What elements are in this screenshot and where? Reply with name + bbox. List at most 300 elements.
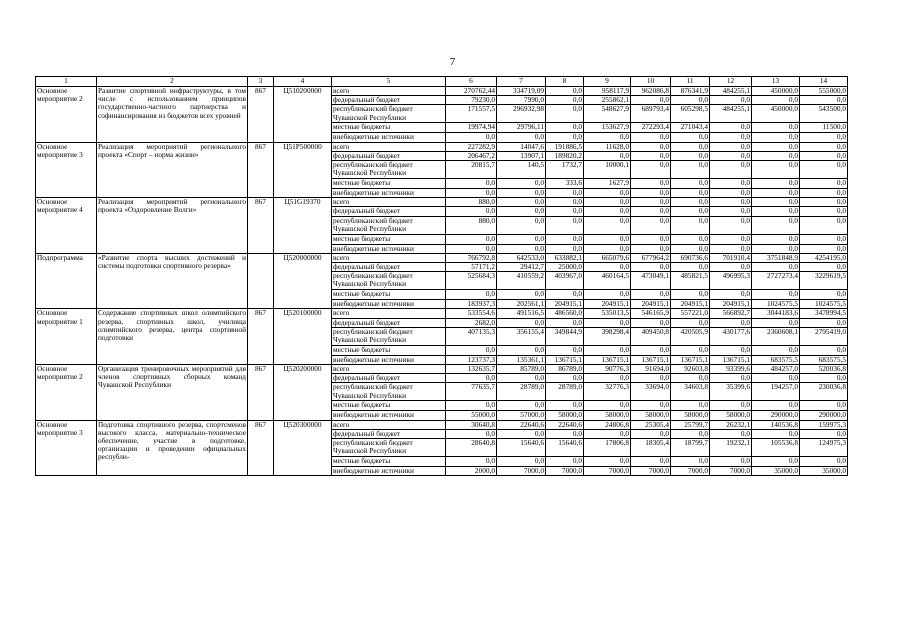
amount-cell: 0,0	[631, 189, 671, 198]
amount-cell: 0,0	[497, 179, 546, 189]
amount-cell: 0,0	[710, 263, 752, 272]
amount-cell: 0,0	[710, 374, 752, 383]
amount-cell: 0,0	[800, 207, 848, 216]
funding-source-label: внебюджетные источники	[332, 411, 446, 420]
amount-cell: 876341,9	[671, 87, 710, 96]
amount-cell: 0,0	[671, 374, 710, 383]
amount-cell: 0,0	[584, 234, 631, 244]
amount-cell: 0,0	[546, 189, 584, 198]
amount-cell: 0,0	[497, 374, 546, 383]
amount-cell: 962086,8	[631, 87, 671, 96]
amount-cell: 0,0	[710, 161, 752, 179]
amount-cell: 0,0	[497, 234, 546, 244]
amount-cell: 491516,5	[497, 309, 546, 318]
amount-cell: 533554,6	[446, 309, 497, 318]
amount-cell: 0,0	[752, 401, 800, 411]
budget-code-cell: Ц520200000	[274, 365, 332, 421]
amount-cell: 19974,94	[446, 123, 497, 133]
amount-cell: 0,0	[800, 96, 848, 105]
amount-cell: 58000,0	[631, 411, 671, 420]
table-row	[36, 420, 848, 429]
amount-cell: 0,0	[497, 429, 546, 438]
amount-cell: 0,0	[584, 401, 631, 411]
amount-cell: 2682,0	[446, 318, 497, 327]
funding-source-label: всего	[332, 309, 446, 318]
amount-cell: 204915,1	[710, 300, 752, 309]
amount-cell: 0,0	[752, 142, 800, 151]
amount-cell: 0,0	[671, 345, 710, 355]
amount-cell: 0,0	[800, 401, 848, 411]
amount-cell: 0,0	[546, 198, 584, 207]
amount-cell: 0,0	[710, 151, 752, 160]
funding-source-label: федеральный бюджет	[332, 263, 446, 272]
amount-cell: 0,0	[671, 457, 710, 467]
amount-cell: 0,0	[446, 207, 497, 216]
amount-cell: 0,0	[446, 374, 497, 383]
amount-cell: 0,0	[631, 234, 671, 244]
amount-cell: 4254195,0	[800, 253, 848, 262]
funding-source-label: всего	[332, 420, 446, 429]
amount-cell: 204915,1	[584, 300, 631, 309]
column-number-11: 11	[671, 77, 710, 87]
amount-cell: 15640,6	[546, 439, 584, 457]
amount-cell: 189820,2	[546, 151, 584, 160]
amount-cell: 0,0	[631, 133, 671, 142]
budget-code-cell: Ц520300000	[274, 420, 332, 476]
amount-cell: 11500,0	[800, 123, 848, 133]
amount-cell: 0,0	[671, 151, 710, 160]
amount-cell: 58000,0	[671, 411, 710, 420]
column-number-2: 2	[97, 77, 248, 87]
executor-code-cell	[248, 253, 274, 309]
amount-cell: 0,0	[710, 318, 752, 327]
amount-cell: 15640,6	[497, 439, 546, 457]
amount-cell: 0,0	[752, 457, 800, 467]
amount-cell: 2727273,4	[752, 272, 800, 290]
amount-cell: 0,0	[710, 345, 752, 355]
amount-cell: 398298,4	[584, 327, 631, 345]
amount-cell: 7000,0	[584, 467, 631, 476]
amount-cell: 485821,5	[671, 272, 710, 290]
column-number-9: 9	[584, 77, 631, 87]
amount-cell: 0,0	[752, 133, 800, 142]
amount-cell: 0,0	[546, 96, 584, 105]
amount-cell: 0,0	[631, 244, 671, 253]
amount-cell: 0,0	[800, 133, 848, 142]
amount-cell: 0,0	[752, 429, 800, 438]
column-number-7: 7	[497, 77, 546, 87]
amount-cell: 86789,0	[546, 365, 584, 374]
amount-cell: 7000,0	[631, 467, 671, 476]
amount-cell: 0,0	[671, 189, 710, 198]
amount-cell: 0,0	[446, 179, 497, 189]
funding-source-label: местные бюджеты	[332, 457, 446, 467]
amount-cell: 7990,0	[497, 96, 546, 105]
amount-cell: 0,0	[710, 198, 752, 207]
amount-cell: 159975,3	[800, 420, 848, 429]
amount-cell: 90776,3	[584, 365, 631, 374]
amount-cell: 880,0	[446, 198, 497, 207]
amount-cell: 1024575,5	[800, 300, 848, 309]
amount-cell: 0,0	[546, 216, 584, 234]
amount-cell: 701910,4	[710, 253, 752, 262]
column-number-1: 1	[36, 77, 97, 87]
amount-cell: 0,0	[584, 345, 631, 355]
amount-cell: 7000,0	[671, 467, 710, 476]
amount-cell: 0,0	[546, 207, 584, 216]
program-name-cell: Подготовка спортивного резерва, спортсменов высокого класса, материально-техническое обеспечение, участие в подготовке, организации и проведении официальных республи-	[97, 420, 248, 476]
amount-cell: 0,0	[710, 244, 752, 253]
amount-cell: 0,0	[800, 161, 848, 179]
amount-cell: 0,0	[752, 123, 800, 133]
budget-table	[35, 76, 848, 476]
amount-cell: 0,0	[497, 318, 546, 327]
amount-cell: 0,0	[631, 216, 671, 234]
amount-cell: 0,0	[752, 179, 800, 189]
amount-cell: 0,0	[752, 96, 800, 105]
program-name-cell: Реализация мероприятий регионального проекта «Оздоровление Волги»	[97, 198, 248, 254]
amount-cell: 0,0	[446, 429, 497, 438]
executor-code-cell: 867	[248, 365, 274, 421]
amount-cell: 0,0	[584, 263, 631, 272]
amount-cell: 0,0	[497, 244, 546, 253]
amount-cell: 0,0	[800, 429, 848, 438]
funding-source-label: республиканский бюджет Чувашской Республики	[332, 327, 446, 345]
amount-cell: 204915,1	[546, 300, 584, 309]
amount-cell: 0,0	[497, 345, 546, 355]
amount-cell: 0,0	[584, 151, 631, 160]
amount-cell: 0,0	[446, 133, 497, 142]
amount-cell: 20815,7	[446, 161, 497, 179]
amount-cell: 546165,9	[631, 309, 671, 318]
amount-cell: 0,0	[631, 263, 671, 272]
amount-cell: 766792,8	[446, 253, 497, 262]
amount-cell: 0,0	[446, 290, 497, 300]
amount-cell: 0,0	[752, 290, 800, 300]
column-number-5: 5	[332, 77, 446, 87]
amount-cell: 0,0	[631, 96, 671, 105]
amount-cell: 85789,0	[497, 365, 546, 374]
amount-cell: 93399,6	[710, 365, 752, 374]
amount-cell: 0,0	[752, 345, 800, 355]
amount-cell: 0,0	[631, 198, 671, 207]
amount-cell: 0,0	[752, 234, 800, 244]
amount-cell: 1024575,5	[752, 300, 800, 309]
amount-cell: 1732,7	[546, 161, 584, 179]
amount-cell: 14047,6	[497, 142, 546, 151]
amount-cell: 0,0	[584, 290, 631, 300]
funding-source-label: республиканский бюджет Чувашской Республики	[332, 383, 446, 401]
table-row	[36, 142, 848, 151]
amount-cell: 0,0	[752, 151, 800, 160]
amount-cell: 566892,7	[710, 309, 752, 318]
amount-cell: 230036,8	[800, 383, 848, 401]
amount-cell: 7000,0	[497, 467, 546, 476]
amount-cell: 18799,7	[671, 439, 710, 457]
amount-cell: 333,6	[546, 179, 584, 189]
funding-source-label: внебюджетные источники	[332, 355, 446, 364]
amount-cell: 35000,0	[752, 467, 800, 476]
amount-cell: 58000,0	[710, 411, 752, 420]
amount-cell: 0,0	[497, 207, 546, 216]
amount-cell: 270762,44	[446, 87, 497, 96]
amount-cell: 689793,4	[631, 105, 671, 123]
amount-cell: 17806,8	[584, 439, 631, 457]
amount-cell: 136715,1	[631, 355, 671, 364]
amount-cell: 0,0	[446, 234, 497, 244]
amount-cell: 0,0	[546, 429, 584, 438]
funding-source-label: республиканский бюджет Чувашской Республики	[332, 439, 446, 457]
amount-cell: 204915,1	[631, 300, 671, 309]
amount-cell: 0,0	[546, 374, 584, 383]
amount-cell: 153627,9	[584, 123, 631, 133]
amount-cell: 0,0	[584, 207, 631, 216]
amount-cell: 0,0	[671, 318, 710, 327]
program-type-cell: Основное мероприятие 4	[36, 198, 97, 254]
amount-cell: 2000,0	[446, 467, 497, 476]
amount-cell: 132635,7	[446, 365, 497, 374]
amount-cell: 7000,0	[710, 467, 752, 476]
amount-cell: 0,0	[546, 133, 584, 142]
amount-cell: 3478994,5	[800, 309, 848, 318]
amount-cell: 0,0	[752, 263, 800, 272]
table-row	[36, 365, 848, 374]
amount-cell: 403967,0	[546, 272, 584, 290]
amount-cell: 0,0	[671, 234, 710, 244]
amount-cell: 58000,0	[584, 411, 631, 420]
amount-cell: 0,0	[710, 96, 752, 105]
amount-cell: 0,0	[800, 374, 848, 383]
amount-cell: 0,0	[446, 244, 497, 253]
amount-cell: 605298,5	[671, 105, 710, 123]
amount-cell: 28640,8	[446, 439, 497, 457]
amount-cell: 557221,0	[671, 309, 710, 318]
budget-code-cell: Ц520100000	[274, 309, 332, 365]
amount-cell: 496995,3	[710, 272, 752, 290]
amount-cell: 290000,0	[752, 411, 800, 420]
amount-cell: 548627,9	[584, 105, 631, 123]
amount-cell: 0,0	[584, 457, 631, 467]
amount-cell: 296932,98	[497, 105, 546, 123]
amount-cell: 11628,0	[584, 142, 631, 151]
amount-cell: 24806,8	[584, 420, 631, 429]
amount-cell: 0,0	[710, 207, 752, 216]
amount-cell: 958117,9	[584, 87, 631, 96]
funding-source-label: местные бюджеты	[332, 345, 446, 355]
amount-cell: 3229619,5	[800, 272, 848, 290]
program-type-cell: Основное мероприятие 3	[36, 420, 97, 476]
amount-cell: 91694,0	[631, 365, 671, 374]
amount-cell: 0,0	[671, 161, 710, 179]
amount-cell: 22640,6	[546, 420, 584, 429]
amount-cell: 10000,1	[584, 161, 631, 179]
program-name-cell: Содержание спортивных школ олимпийского резерва, спортивных школ, училища олимпийского резерва, центра спортивной подготовки	[97, 309, 248, 365]
amount-cell: 356155,4	[497, 327, 546, 345]
amount-cell: 35000,0	[800, 467, 848, 476]
program-name-cell: Развитие спортивной инфраструктуры, в том числе с использованием принципов государственно-частного партнерства и софинансирования из бюджетов всех уровней	[97, 87, 248, 143]
amount-cell: 0,0	[671, 290, 710, 300]
amount-cell: 55000,0	[446, 411, 497, 420]
amount-cell: 171557,5	[446, 105, 497, 123]
amount-cell: 290000,0	[800, 411, 848, 420]
column-number-row	[36, 77, 848, 87]
amount-cell: 123737,3	[446, 355, 497, 364]
amount-cell: 0,0	[800, 318, 848, 327]
amount-cell: 0,0	[671, 179, 710, 189]
amount-cell: 0,0	[497, 401, 546, 411]
amount-cell: 0,0	[446, 345, 497, 355]
amount-cell: 880,0	[446, 216, 497, 234]
amount-cell: 194257,0	[752, 383, 800, 401]
amount-cell: 0,0	[584, 198, 631, 207]
amount-cell: 0,0	[671, 401, 710, 411]
amount-cell: 140536,8	[752, 420, 800, 429]
table-row	[36, 309, 848, 318]
amount-cell: 0,0	[631, 318, 671, 327]
amount-cell: 0,0	[800, 234, 848, 244]
amount-cell: 0,0	[710, 429, 752, 438]
funding-source-label: федеральный бюджет	[332, 318, 446, 327]
amount-cell: 35399,6	[710, 383, 752, 401]
program-type-cell: Подпрограмма	[36, 253, 97, 309]
amount-cell: 0,0	[710, 179, 752, 189]
amount-cell: 0,0	[710, 457, 752, 467]
amount-cell: 77635,7	[446, 383, 497, 401]
amount-cell: 0,0	[800, 142, 848, 151]
amount-cell: 183937,3	[446, 300, 497, 309]
amount-cell: 0,0	[497, 198, 546, 207]
amount-cell: 22640,6	[497, 420, 546, 429]
column-number-14: 14	[800, 77, 848, 87]
amount-cell: 430177,6	[710, 327, 752, 345]
amount-cell: 0,0	[631, 429, 671, 438]
amount-cell: 0,0	[710, 142, 752, 151]
amount-cell: 0,0	[631, 151, 671, 160]
amount-cell: 19232,1	[710, 439, 752, 457]
amount-cell: 0,0	[446, 457, 497, 467]
budget-code-cell: Ц510200000	[274, 87, 332, 143]
amount-cell: 690736,6	[671, 253, 710, 262]
amount-cell: 18305,4	[631, 439, 671, 457]
funding-source-label: местные бюджеты	[332, 179, 446, 189]
amount-cell: 420505,9	[671, 327, 710, 345]
amount-cell: 28789,0	[546, 383, 584, 401]
funding-source-label: федеральный бюджет	[332, 207, 446, 216]
amount-cell: 0,0	[800, 290, 848, 300]
amount-cell: 136715,1	[584, 355, 631, 364]
amount-cell: 450000,0	[752, 87, 800, 96]
executor-code-cell: 867	[248, 420, 274, 476]
amount-cell: 486560,0	[546, 309, 584, 318]
executor-code-cell: 867	[248, 198, 274, 254]
amount-cell: 0,0	[497, 133, 546, 142]
amount-cell: 450000,0	[752, 105, 800, 123]
column-number-10: 10	[631, 77, 671, 87]
column-number-4: 4	[274, 77, 332, 87]
amount-cell: 0,0	[546, 345, 584, 355]
funding-source-label: всего	[332, 142, 446, 151]
amount-cell: 0,0	[546, 318, 584, 327]
amount-cell: 0,0	[800, 244, 848, 253]
table-row	[36, 87, 848, 96]
amount-cell: 206467,2	[446, 151, 497, 160]
amount-cell: 0,0	[710, 123, 752, 133]
amount-cell: 334719,09	[497, 87, 546, 96]
amount-cell: 0,0	[631, 161, 671, 179]
amount-cell: 202561,1	[497, 300, 546, 309]
funding-source-label: внебюджетные источники	[332, 133, 446, 142]
amount-cell: 0,0	[546, 87, 584, 96]
funding-source-label: внебюджетные источники	[332, 300, 446, 309]
amount-cell: 0,0	[446, 401, 497, 411]
amount-cell: 136715,1	[671, 355, 710, 364]
amount-cell: 0,0	[752, 198, 800, 207]
amount-cell: 0,0	[752, 161, 800, 179]
amount-cell: 2795419,0	[800, 327, 848, 345]
program-name-cell: Организация тренировочных мероприятий для членов спортивных сборных команд Чувашской Республики	[97, 365, 248, 421]
amount-cell: 25305,4	[631, 420, 671, 429]
amount-cell: 520036,8	[800, 365, 848, 374]
funding-source-label: внебюджетные источники	[332, 467, 446, 476]
funding-source-label: внебюджетные источники	[332, 244, 446, 253]
funding-source-label: федеральный бюджет	[332, 151, 446, 160]
amount-cell: 0,0	[497, 216, 546, 234]
amount-cell: 0,0	[584, 244, 631, 253]
amount-cell: 0,0	[671, 216, 710, 234]
budget-code-cell: Ц520000000	[274, 253, 332, 309]
amount-cell: 473049,1	[631, 272, 671, 290]
amount-cell: 0,0	[800, 457, 848, 467]
amount-cell: 34603,8	[671, 383, 710, 401]
amount-cell: 3044183,6	[752, 309, 800, 318]
amount-cell: 58000,0	[546, 411, 584, 420]
amount-cell: 683575,5	[800, 355, 848, 364]
funding-source-label: всего	[332, 198, 446, 207]
funding-source-label: всего	[332, 253, 446, 262]
funding-source-label: республиканский бюджет Чувашской Республики	[332, 216, 446, 234]
amount-cell: 0,0	[752, 244, 800, 253]
amount-cell: 665079,6	[584, 253, 631, 262]
amount-cell: 0,0	[752, 216, 800, 234]
amount-cell: 271043,4	[671, 123, 710, 133]
amount-cell: 0,0	[710, 133, 752, 142]
amount-cell: 543500,0	[800, 105, 848, 123]
amount-cell: 92603,8	[671, 365, 710, 374]
funding-source-label: федеральный бюджет	[332, 96, 446, 105]
amount-cell: 227282,9	[446, 142, 497, 151]
amount-cell: 26232,1	[710, 420, 752, 429]
amount-cell: 410559,2	[497, 272, 546, 290]
amount-cell: 204915,1	[671, 300, 710, 309]
amount-cell: 0,0	[446, 189, 497, 198]
budget-code-cell: Ц51P500000	[274, 142, 332, 198]
amount-cell: 0,0	[546, 105, 584, 123]
amount-cell: 105536,8	[752, 439, 800, 457]
funding-source-label: республиканский бюджет Чувашской Республики	[332, 272, 446, 290]
budget-code-cell: Ц51G19370	[274, 198, 332, 254]
amount-cell: 29412,7	[497, 263, 546, 272]
amount-cell: 683575,5	[752, 355, 800, 364]
program-type-cell: Основное мероприятие 2	[36, 365, 97, 421]
amount-cell: 191886,5	[546, 142, 584, 151]
amount-cell: 0,0	[584, 429, 631, 438]
column-number-6: 6	[446, 77, 497, 87]
amount-cell: 124975,3	[800, 439, 848, 457]
amount-cell: 0,0	[710, 189, 752, 198]
amount-cell: 0,0	[631, 142, 671, 151]
funding-source-label: федеральный бюджет	[332, 374, 446, 383]
amount-cell: 140,5	[497, 161, 546, 179]
